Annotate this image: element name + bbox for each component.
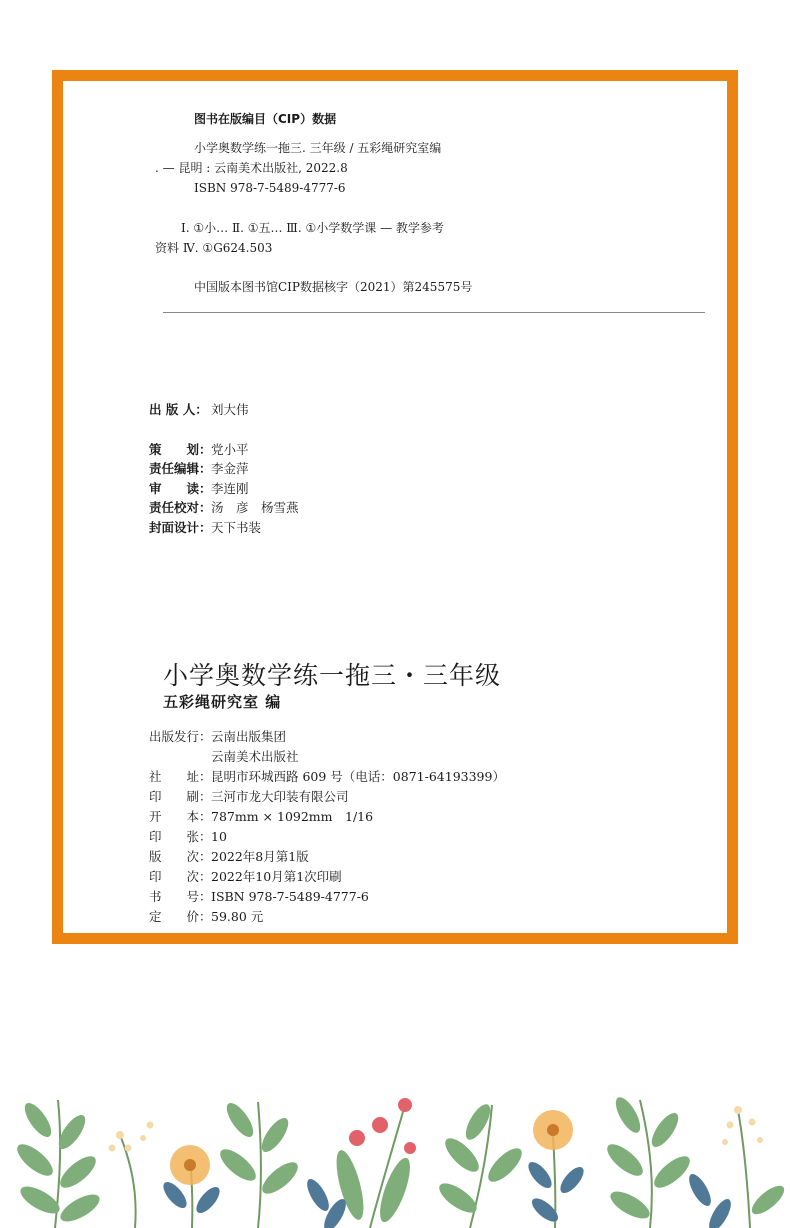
pub-row [149, 867, 342, 887]
staff-row [149, 400, 249, 420]
pub-value: 云南美术出版社 [211, 749, 299, 764]
cip-isbn: ISBN 978-7-5489-4777-6 [194, 181, 346, 195]
floral-border-illustration [0, 1080, 790, 1228]
pub-value: 2022年10月第1次印刷 [211, 869, 342, 884]
pub-label: 印 次： [149, 869, 212, 884]
pub-label: 印 刷： [149, 789, 212, 804]
cip-line-1: 小学奥数学练一拖三. 三年级 / 五彩绳研究室编 [194, 141, 442, 155]
book-editor: 五彩绳研究室 编 [163, 693, 282, 711]
staff-row [149, 479, 249, 499]
staff-label: 出 版 人： [149, 402, 208, 417]
pub-row [149, 807, 373, 827]
pub-label: 定 价： [149, 909, 212, 924]
pub-value: 2022年8月第1版 [211, 849, 309, 864]
staff-label: 责任校对： [149, 500, 212, 515]
cip-line-2: . — 昆明 : 云南美术出版社, 2022.8 [155, 161, 348, 175]
staff-row [149, 440, 249, 460]
staff-value: 刘大伟 [211, 402, 249, 417]
pub-row [149, 767, 505, 787]
pub-row [149, 727, 286, 747]
cip-verification: 中国版本图书馆CIP数据核字（2021）第245575号 [194, 280, 473, 294]
pub-value: 10 [211, 829, 227, 844]
pub-row [149, 907, 263, 927]
staff-value: 天下书装 [211, 520, 262, 535]
pub-row [149, 747, 299, 767]
staff-label: 责任编辑： [149, 461, 212, 476]
cip-classification-2: 资料 Ⅳ. ①G624.503 [155, 241, 273, 255]
staff-value: 汤 彦 杨雪燕 [211, 500, 299, 515]
book-title: 小学奥数学练一拖三・三年级 [163, 661, 502, 690]
pub-row [149, 887, 369, 907]
staff-row [149, 459, 249, 479]
staff-value: 李金萍 [211, 461, 249, 476]
pub-label: 版 次： [149, 849, 212, 864]
pub-value: 三河市龙大印装有限公司 [211, 789, 349, 804]
pub-value: 云南出版集团 [211, 729, 287, 744]
staff-value: 党小平 [211, 442, 249, 457]
cip-divider [163, 312, 705, 313]
pub-row [149, 847, 309, 867]
pub-label: 印 张： [149, 829, 212, 844]
pub-row [149, 787, 349, 807]
copyright-frame [52, 70, 738, 944]
pub-row [149, 827, 227, 847]
staff-row [149, 518, 261, 538]
staff-label: 审 读： [149, 481, 212, 496]
staff-value: 李连刚 [211, 481, 249, 496]
cip-classification-1: Ⅰ. ①小… Ⅱ. ①五… Ⅲ. ①小学数学课 — 教学参考 [181, 221, 444, 235]
pub-value: 787mm × 1092mm 1/16 [211, 809, 374, 824]
pub-value: 59.80 元 [211, 909, 264, 924]
pub-label: 出版发行： [149, 729, 212, 744]
pub-value: ISBN 978-7-5489-4777-6 [211, 889, 369, 904]
staff-row [149, 498, 299, 518]
cip-title: 图书在版编目（CIP）数据 [194, 112, 337, 126]
pub-label: 社 址： [149, 769, 212, 784]
pub-label: 开 本： [149, 809, 212, 824]
pub-value: 昆明市环城西路 609 号（电话：0871-64193399） [211, 769, 505, 784]
staff-label: 封面设计： [149, 520, 212, 535]
staff-label: 策 划： [149, 442, 212, 457]
pub-label: 书 号： [149, 889, 212, 904]
